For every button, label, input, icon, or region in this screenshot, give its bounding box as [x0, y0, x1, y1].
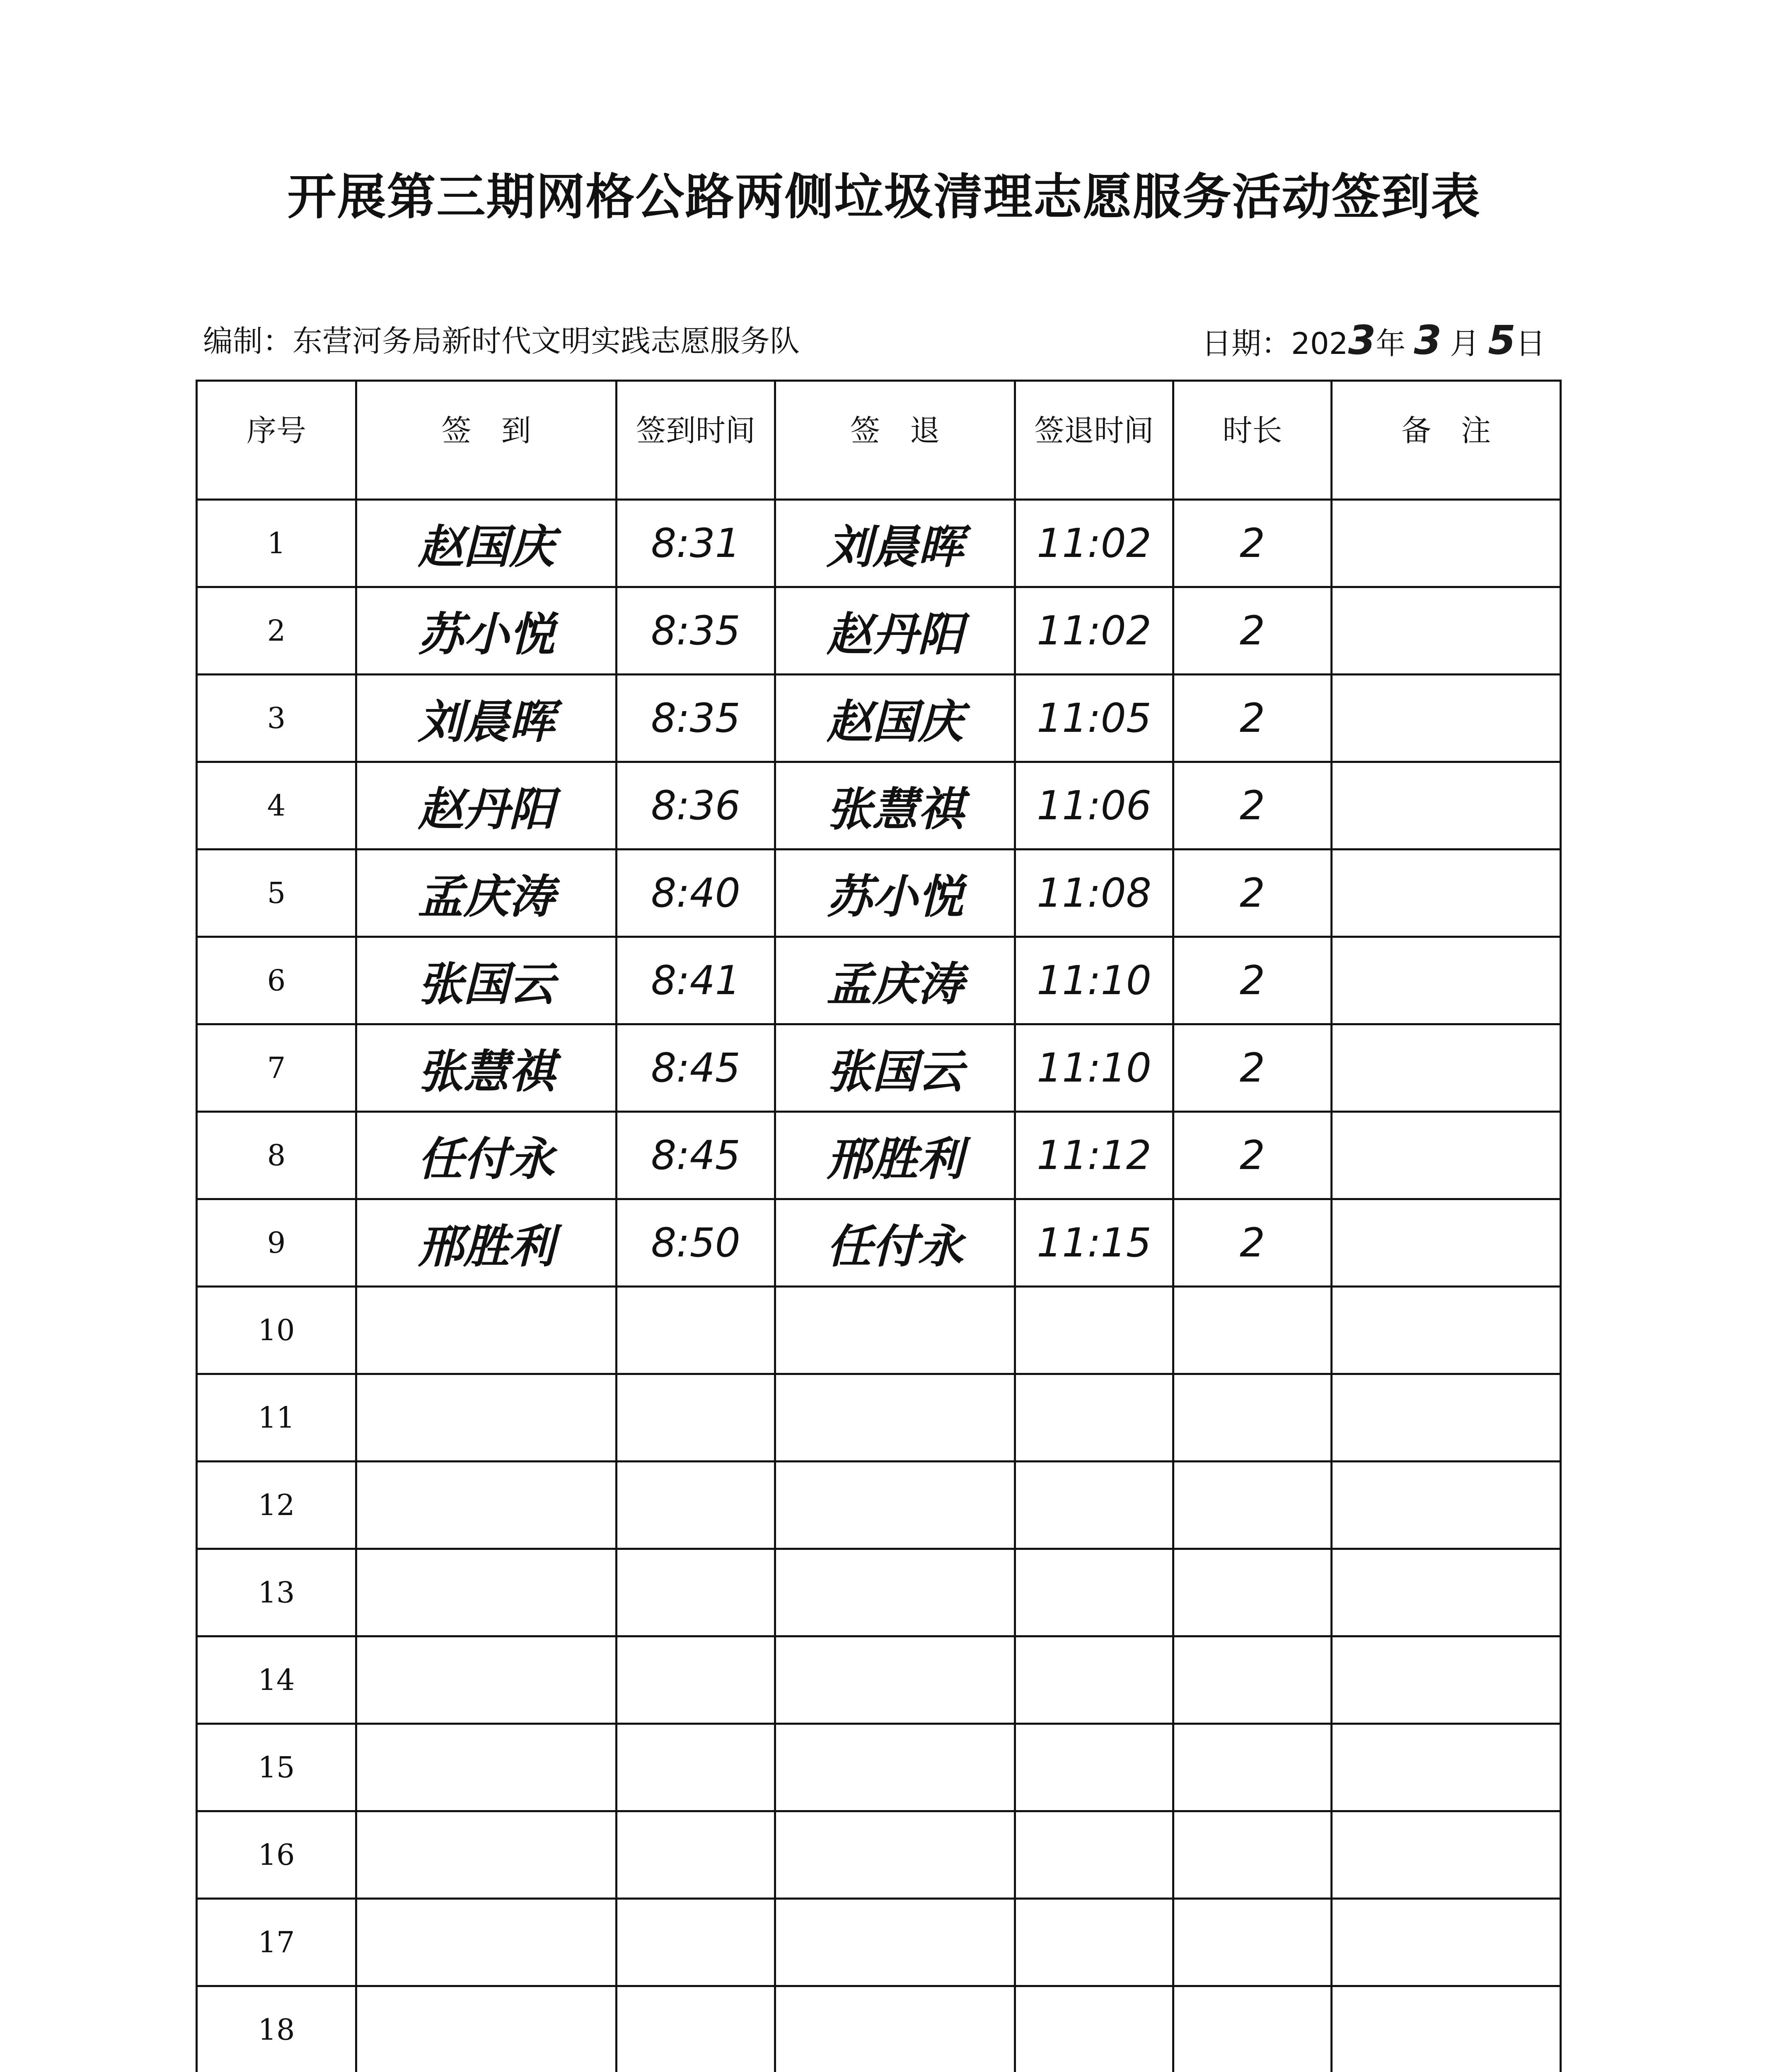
cell-sign-in [356, 1724, 617, 1811]
cell-sign-in-time [617, 1636, 775, 1724]
cell-sign-in: 刘晨晖 [356, 675, 617, 762]
cell-sign-in-time: 8:45 [617, 1024, 775, 1112]
table-row [197, 1724, 1561, 1811]
cell-seq: 4 [197, 762, 356, 850]
cell-note [1332, 1112, 1561, 1199]
table-row [197, 1374, 1561, 1462]
cell-seq: 5 [197, 850, 356, 937]
cell-seq: 12 [197, 1462, 356, 1549]
cell-sign-in-time: 8:36 [617, 762, 775, 850]
cell-seq: 3 [197, 675, 356, 762]
cell-sign-in-time: 8:50 [617, 1199, 775, 1287]
header-sign-out: 签 退 [775, 381, 1015, 500]
cell-seq: 18 [197, 1986, 356, 2072]
table-row [197, 587, 1561, 675]
cell-sign-out [775, 1986, 1015, 2072]
cell-seq: 1 [197, 500, 356, 587]
cell-note [1332, 762, 1561, 850]
cell-duration [1173, 1374, 1332, 1462]
header-note: 备 注 [1332, 381, 1561, 500]
cell-sign-in-time [617, 1986, 775, 2072]
cell-sign-out-time: 11:06 [1015, 762, 1173, 850]
cell-sign-out [775, 1287, 1015, 1374]
table-row [197, 1549, 1561, 1636]
cell-note [1332, 1287, 1561, 1374]
sign-in-table [196, 380, 1562, 2072]
cell-duration: 2 [1173, 937, 1332, 1024]
cell-sign-out: 刘晨晖 [775, 500, 1015, 587]
cell-sign-out-time: 11:02 [1015, 587, 1173, 675]
header-sign-out-time: 签退时间 [1015, 381, 1173, 500]
cell-sign-out [775, 1374, 1015, 1462]
cell-sign-out-time: 11:10 [1015, 937, 1173, 1024]
cell-duration: 2 [1173, 1024, 1332, 1112]
date-year-handwritten: 3 [1348, 317, 1376, 363]
cell-duration [1173, 1462, 1332, 1549]
cell-sign-in-time [617, 1724, 775, 1811]
cell-sign-out-time [1015, 1462, 1173, 1549]
cell-seq: 14 [197, 1636, 356, 1724]
cell-note [1332, 1986, 1561, 2072]
cell-sign-out [775, 1811, 1015, 1899]
page-title: 开展第三期网格公路两侧垃圾清理志愿服务活动签到表 [287, 168, 1481, 225]
date-line [1202, 317, 1545, 363]
cell-sign-in-time [617, 1287, 775, 1374]
cell-sign-out-time: 11:02 [1015, 500, 1173, 587]
cell-sign-in-time [617, 1899, 775, 1986]
cell-sign-out: 赵国庆 [775, 675, 1015, 762]
cell-sign-in [356, 1986, 617, 2072]
cell-duration: 2 [1173, 850, 1332, 937]
cell-sign-out: 张慧祺 [775, 762, 1015, 850]
cell-sign-in: 孟庆涛 [356, 850, 617, 937]
cell-note [1332, 1724, 1561, 1811]
cell-seq: 10 [197, 1287, 356, 1374]
cell-sign-out: 张国云 [775, 1024, 1015, 1112]
cell-sign-out-time [1015, 1374, 1173, 1462]
cell-sign-in: 赵丹阳 [356, 762, 617, 850]
date-day-suffix: 日 [1515, 326, 1545, 361]
date-year-printed: 202 [1291, 326, 1348, 361]
cell-sign-out: 任付永 [775, 1199, 1015, 1287]
cell-sign-out-time: 11:10 [1015, 1024, 1173, 1112]
cell-duration: 2 [1173, 762, 1332, 850]
table-row [197, 1811, 1561, 1899]
cell-sign-out: 苏小悦 [775, 850, 1015, 937]
cell-sign-in: 任付永 [356, 1112, 617, 1199]
table-row [197, 1287, 1561, 1374]
header-sign-in-time: 签到时间 [617, 381, 775, 500]
cell-sign-out [775, 1724, 1015, 1811]
cell-note [1332, 937, 1561, 1024]
cell-sign-in: 张慧祺 [356, 1024, 617, 1112]
cell-duration: 2 [1173, 675, 1332, 762]
cell-sign-out: 孟庆涛 [775, 937, 1015, 1024]
cell-sign-in [356, 1374, 617, 1462]
table-row [197, 850, 1561, 937]
date-year-suffix: 年 [1376, 326, 1406, 361]
header-seq: 序号 [197, 381, 356, 500]
cell-seq: 9 [197, 1199, 356, 1287]
date-label: 日期： [1202, 326, 1292, 361]
cell-sign-out [775, 1636, 1015, 1724]
cell-sign-out-time [1015, 1724, 1173, 1811]
cell-note [1332, 587, 1561, 675]
cell-sign-out-time [1015, 1811, 1173, 1899]
date-month-suffix: 月 [1450, 326, 1480, 361]
cell-duration [1173, 1811, 1332, 1899]
date-month: 3 [1414, 317, 1442, 363]
cell-duration [1173, 1899, 1332, 1986]
cell-sign-in [356, 1549, 617, 1636]
header-duration: 时长 [1173, 381, 1332, 500]
cell-duration: 2 [1173, 1112, 1332, 1199]
cell-sign-in-time [617, 1811, 775, 1899]
cell-sign-out-time [1015, 1549, 1173, 1636]
editor-value: 东营河务局新时代文明实践志愿服务队 [293, 324, 800, 358]
cell-note [1332, 1636, 1561, 1724]
date-day: 5 [1488, 317, 1516, 363]
cell-sign-in [356, 1811, 617, 1899]
cell-note [1332, 850, 1561, 937]
cell-sign-in-time: 8:31 [617, 500, 775, 587]
table-row [197, 1636, 1561, 1724]
table-row [197, 937, 1561, 1024]
cell-duration: 2 [1173, 587, 1332, 675]
table-row [197, 1462, 1561, 1549]
cell-sign-in-time [617, 1374, 775, 1462]
table-row [197, 675, 1561, 762]
cell-duration [1173, 1549, 1332, 1636]
cell-seq: 6 [197, 937, 356, 1024]
cell-sign-out [775, 1549, 1015, 1636]
cell-duration [1173, 1724, 1332, 1811]
cell-sign-out-time: 11:08 [1015, 850, 1173, 937]
cell-seq: 15 [197, 1724, 356, 1811]
cell-sign-out [775, 1462, 1015, 1549]
cell-sign-out: 邢胜利 [775, 1112, 1015, 1199]
cell-sign-out: 赵丹阳 [775, 587, 1015, 675]
table-row [197, 1986, 1561, 2072]
cell-sign-in [356, 1899, 617, 1986]
cell-sign-out-time: 11:15 [1015, 1199, 1173, 1287]
cell-sign-out [775, 1899, 1015, 1986]
editor-line [203, 317, 800, 360]
cell-seq: 13 [197, 1549, 356, 1636]
cell-note [1332, 1811, 1561, 1899]
cell-sign-in-time: 8:35 [617, 587, 775, 675]
cell-seq: 8 [197, 1112, 356, 1199]
table-row [197, 1024, 1561, 1112]
cell-sign-in [356, 1462, 617, 1549]
cell-duration [1173, 1986, 1332, 2072]
cell-seq: 7 [197, 1024, 356, 1112]
cell-seq: 16 [197, 1811, 356, 1899]
editor-label: 编制： [203, 324, 293, 358]
cell-sign-in [356, 1287, 617, 1374]
cell-duration [1173, 1636, 1332, 1724]
cell-note [1332, 1462, 1561, 1549]
table-row [197, 1899, 1561, 1986]
cell-seq: 11 [197, 1374, 356, 1462]
cell-sign-in-time [617, 1549, 775, 1636]
table-row [197, 762, 1561, 850]
cell-note [1332, 1024, 1561, 1112]
cell-sign-out-time [1015, 1636, 1173, 1724]
cell-sign-in [356, 1636, 617, 1724]
cell-sign-in: 张国云 [356, 937, 617, 1024]
cell-note [1332, 675, 1561, 762]
cell-note [1332, 500, 1561, 587]
cell-note [1332, 1549, 1561, 1636]
cell-sign-out-time: 11:05 [1015, 675, 1173, 762]
cell-seq: 17 [197, 1899, 356, 1986]
cell-sign-in-time: 8:41 [617, 937, 775, 1024]
cell-sign-in-time [617, 1462, 775, 1549]
cell-sign-out-time: 11:12 [1015, 1112, 1173, 1199]
cell-sign-out-time [1015, 1986, 1173, 2072]
cell-sign-out-time [1015, 1287, 1173, 1374]
cell-duration: 2 [1173, 1199, 1332, 1287]
cell-sign-in-time: 8:40 [617, 850, 775, 937]
cell-duration [1173, 1287, 1332, 1374]
cell-duration: 2 [1173, 500, 1332, 587]
cell-sign-in-time: 8:45 [617, 1112, 775, 1199]
cell-sign-out-time [1015, 1899, 1173, 1986]
table-row [197, 1112, 1561, 1199]
table-row [197, 500, 1561, 587]
cell-sign-in-time: 8:35 [617, 675, 775, 762]
header-sign-in: 签 到 [356, 381, 617, 500]
cell-sign-in: 赵国庆 [356, 500, 617, 587]
cell-sign-in: 苏小悦 [356, 587, 617, 675]
cell-note [1332, 1374, 1561, 1462]
cell-note [1332, 1899, 1561, 1986]
table-header-row [197, 381, 1561, 500]
cell-note [1332, 1199, 1561, 1287]
cell-sign-in: 邢胜利 [356, 1199, 617, 1287]
cell-seq: 2 [197, 587, 356, 675]
table-row [197, 1199, 1561, 1287]
